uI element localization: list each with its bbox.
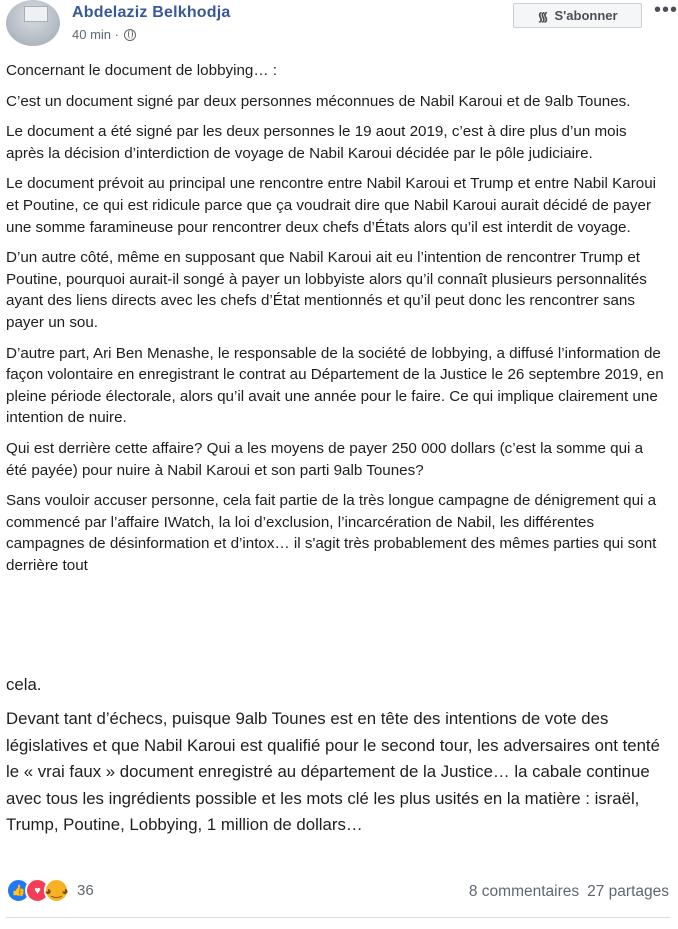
post-paragraph: Qui est derrière cette affaire? Qui a les moyens de payer 250 000 dollars (c’est la somme qui a été payée) pour nuire à Nabil Karoui et son parti 9alb Tounes? [6, 439, 644, 479]
rss-icon: ᯾ [537, 8, 549, 24]
shares-link[interactable]: 27 partages [587, 883, 669, 900]
avatar-sign-shape [24, 6, 48, 22]
haha-icon: ◕‿◕ [44, 878, 69, 903]
post-paragraph: Sans vouloir accuser personne, cela fait partie de la très longue campagne de dénigrement qui a commencé par l’affaire IWatch, la loi d’exclusion, l’incarcération de Nabil, les différentes campagnes de désinformation et d’intox… il s'agit très probablement des mêmes parties qui sont derrière tout [6, 492, 657, 574]
subscribe-label: S'abonner [554, 8, 618, 23]
post-meta [72, 27, 136, 42]
post-body [6, 60, 668, 584]
avatar[interactable] [6, 0, 60, 46]
reaction-count: 36 [77, 882, 94, 899]
post-stats [469, 883, 669, 901]
globe-icon[interactable] [124, 29, 136, 41]
post-paragraph: Le document prévoit au principal une rencontre entre Nabil Karoui et Trump et entre Nabil Karoui et Poutine, ce qui est ridicule parce que ça voudrait dire que Nabil Karoui aurait décidé de payer une somme faramineuse pour rencontrer deux chefs d’États alors qu’il est interdit de voyage. [6, 175, 657, 236]
subscribe-button[interactable] [513, 3, 642, 28]
footer-divider [6, 917, 670, 918]
post-paragraph: D’autre part, Ari Ben Menashe, le responsable de la société de lobbying, a diffusé l’information de façon volontaire en enregistrant le contrat au Département de la Justice le 26 septembre 2019, en pleine période électorale, alors qu’il avait une année pour le faire. Ce qui implique clairement une intention de nuire. [6, 344, 664, 427]
post-time[interactable]: 40 min · [72, 27, 119, 42]
post-footer [0, 870, 675, 910]
comments-link[interactable]: 8 commentaires [468, 883, 580, 900]
post-paragraph: Le document a été signé par les deux personnes le 19 aout 2019, c’est à dire plus d’un mois après la décision d’interdiction de voyage de Nabil Karoui décidée par le pôle judiciaire. [6, 123, 627, 162]
post-header [0, 0, 678, 52]
love-icon: ♥ [25, 878, 50, 903]
post-paragraph: Concernant le document de lobbying… : [6, 62, 278, 79]
more-options-icon[interactable]: ••• [654, 0, 678, 21]
author-name[interactable]: Abdelaziz Belkhodja [72, 4, 231, 21]
post-final-paragraph: Devant tant d’échecs, puisque 9alb Tounes est en tête des intentions de vote des législatives et que Nabil Karoui est qualifié pour le second tour, les adversaires ont tenté le « vrai faux » document enregistré au département de la Justice… la cabale continue avec tous les ingrédients possible et les mots clé les plus usités en la matière : israël, Trump, Poutine, Lobbying, 1 million de dollars… [6, 709, 660, 834]
post-paragraph: D’un autre côté, même en supposant que Nabil Karoui ait eu l’intention de rencontrer Trump et Poutine, pourquoi aurait-il songé à payer un lobbyiste alors qu’il connaît plusieurs personnalités ayant des liens directs avec les chefs d’État mentionnés et qu’il peut donc les rencontrer sans payer un sou. [6, 249, 647, 331]
post-paragraph: C’est un document signé par deux personnes méconnues de Nabil Karoui et de 9alb Tounes. [6, 92, 631, 110]
like-icon: 👍 [6, 878, 31, 903]
reactions-summary[interactable] [6, 878, 94, 903]
post-continuation: cela. [6, 675, 42, 694]
